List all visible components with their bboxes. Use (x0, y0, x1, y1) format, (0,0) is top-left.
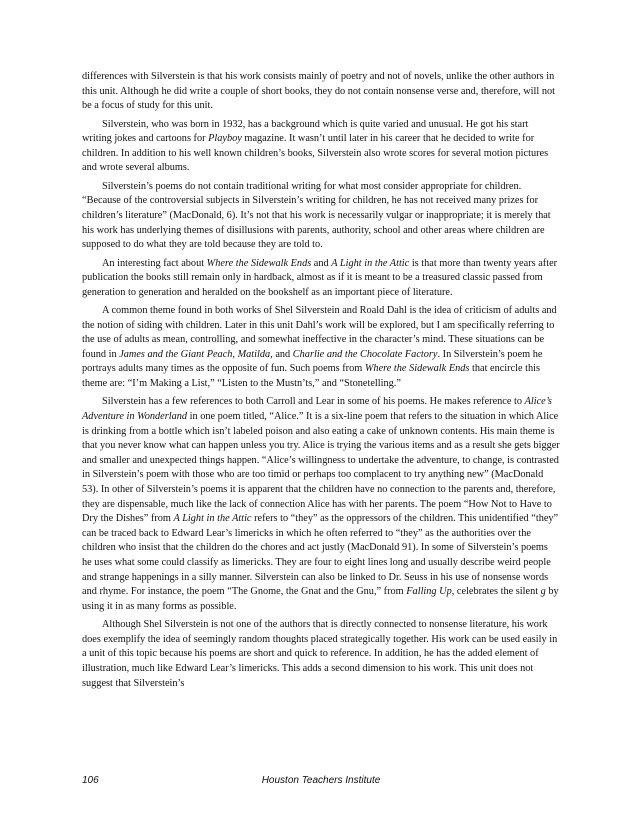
text-run: Silverstein, who was born in 1932, has a background which is quite varied and unusual. He got his start writing jokes and cartoons for (82, 118, 529, 145)
paragraph (82, 180, 560, 253)
italic-title: Where the Sidewalk Ends (364, 363, 470, 375)
text-run: by using it in as many forms as possible. (82, 586, 559, 612)
text-run: An interesting fact about (102, 257, 207, 269)
paragraph (82, 70, 560, 114)
text-run: is that more than twenty years after publication the books still remain only in hardback, almost as if it is meant to be a treasured classic passed from generation to generation and heralded on the bookshelf as an important piece of literature. (82, 257, 558, 298)
text-run: differences with Silverstein is that his work consists mainly of poetry and not of novels, unlike the other authors in this unit. Although he did write a couple of short books, they do not contain nonsense verse and, therefore, will not be a focus of study for this unit. (82, 71, 555, 112)
text-run: and (311, 257, 332, 269)
text-run: magazine. It wasn’t until later in his career that he decided to write for children. In addition to his well known children’s books, Silverstein also wrote scores for several motion pictures and wrote several albums. (82, 133, 549, 174)
text-run: refers to “they” as the oppressors of the children. This unidentified “they” can be traced back to Edward Lear’s limericks in which he often referred to “they” as the authorities over the children who insist that the children do the chores and act justly (MacDonald 91). In some of Silverstein’s poems he uses what some could classify as limericks. They are four to eight lines long and usually describe weird people and strange happenings in a silly manner. Silverstein can also be linked to Dr. Seuss in his use of nonsense words and rhyme. For instance, the poem “The Gnome, the Gnat and the Gnu,” from (82, 513, 559, 598)
paragraph (82, 304, 560, 392)
body-text (82, 70, 560, 695)
italic-title: Playboy (208, 133, 242, 145)
page-number: 106 (82, 775, 99, 786)
footer-institute: Houston Teachers Institute (261, 775, 381, 786)
italic-title: James and the Giant Peach, Matilda, (119, 348, 273, 360)
paragraph (82, 257, 560, 301)
text-run: that encircle this theme are: “I’m Making a List,” “Listen to the Mustn’ts,” and “Stonetelling.” (82, 363, 541, 390)
italic-title: Falling Up (406, 586, 452, 598)
text-run: . In Silverstein’s poem he portrays adults many times as the opposite of fun. Such poems from (82, 348, 543, 375)
paragraph (82, 618, 560, 691)
text-run: Silverstein has a few references to both Carroll and Lear in some of his poems. He makes reference to (102, 396, 525, 408)
text-run: Silverstein’s poems do not contain traditional writing for what most consider appropriate for children. “Because of the controversial subjects in Silverstein’s writing for children, he has not received many prizes for children’s literature” (MacDonald, 6). It’s not that his work is necessarily vulgar or inappropriate; it is merely that his work has underlying themes of disillusions with parents, authority, school and other areas where children are supposed to do what they are told because they are told to. (82, 180, 551, 251)
italic-title: g (540, 586, 546, 598)
page-footer (82, 775, 560, 789)
paragraph (82, 118, 560, 176)
italic-title: A Light in the Attic (173, 513, 252, 525)
italic-title: Where the Sidewalk Ends (206, 257, 312, 269)
italic-title: Alice’s Adventure in Wonderland (82, 396, 552, 423)
text-run: Although Shel Silverstein is not one of the authors that is directly connected to nonsense literature, his work does exemplify the idea of seemingly random thoughts placed strategically together. His work can be used easily in a unit of this topic because his poems are short and quick to reference. In addition, he has the added element of illustration, much like Edward Lear’s limericks. This adds a second dimension to his work. This unit does not suggest that Silverstein’s (82, 619, 558, 689)
text-run: in one poem titled, “Alice.” It is a six-line poem that refers to the situation in which Alice is drinking from a bottle which isn’t labeled poison and also eating a cake of unknown contents. His main theme is that you never know what can happen unless you try. Alice is trying the various items and as a result she gets bigger and smaller and unexpected things happen. “Alice’s willingness to undertake the adventure, to change, is contrasted in Silverstein’s poem with those who are too timid or perhaps too complacent to try anything new” (MacDonald 53). In other of Silverstein’s poems it is apparent that the children have no connection to the parents and, therefore, they are dispensable, much like the lack of connection Alice has with her parents. The poem “How Not to Have to Dry the Dishes” from (82, 411, 560, 525)
paragraph (82, 395, 560, 614)
text-run: , celebrates the silent (451, 586, 541, 598)
text-run: and (272, 348, 293, 360)
italic-title: A Light in the Attic (331, 257, 410, 269)
italic-title: Charlie and the Chocolate Factory (292, 348, 438, 360)
text-run: A common theme found in both works of Shel Silverstein and Roald Dahl is the idea of criticism of adults and the notion of siding with children. Later in this unit Dahl’s work will be explored, but I am specifically referring to the use of adults as mean, controlling, and somewhat ineffective in the character’s mind. These situations can be found in (82, 305, 557, 360)
